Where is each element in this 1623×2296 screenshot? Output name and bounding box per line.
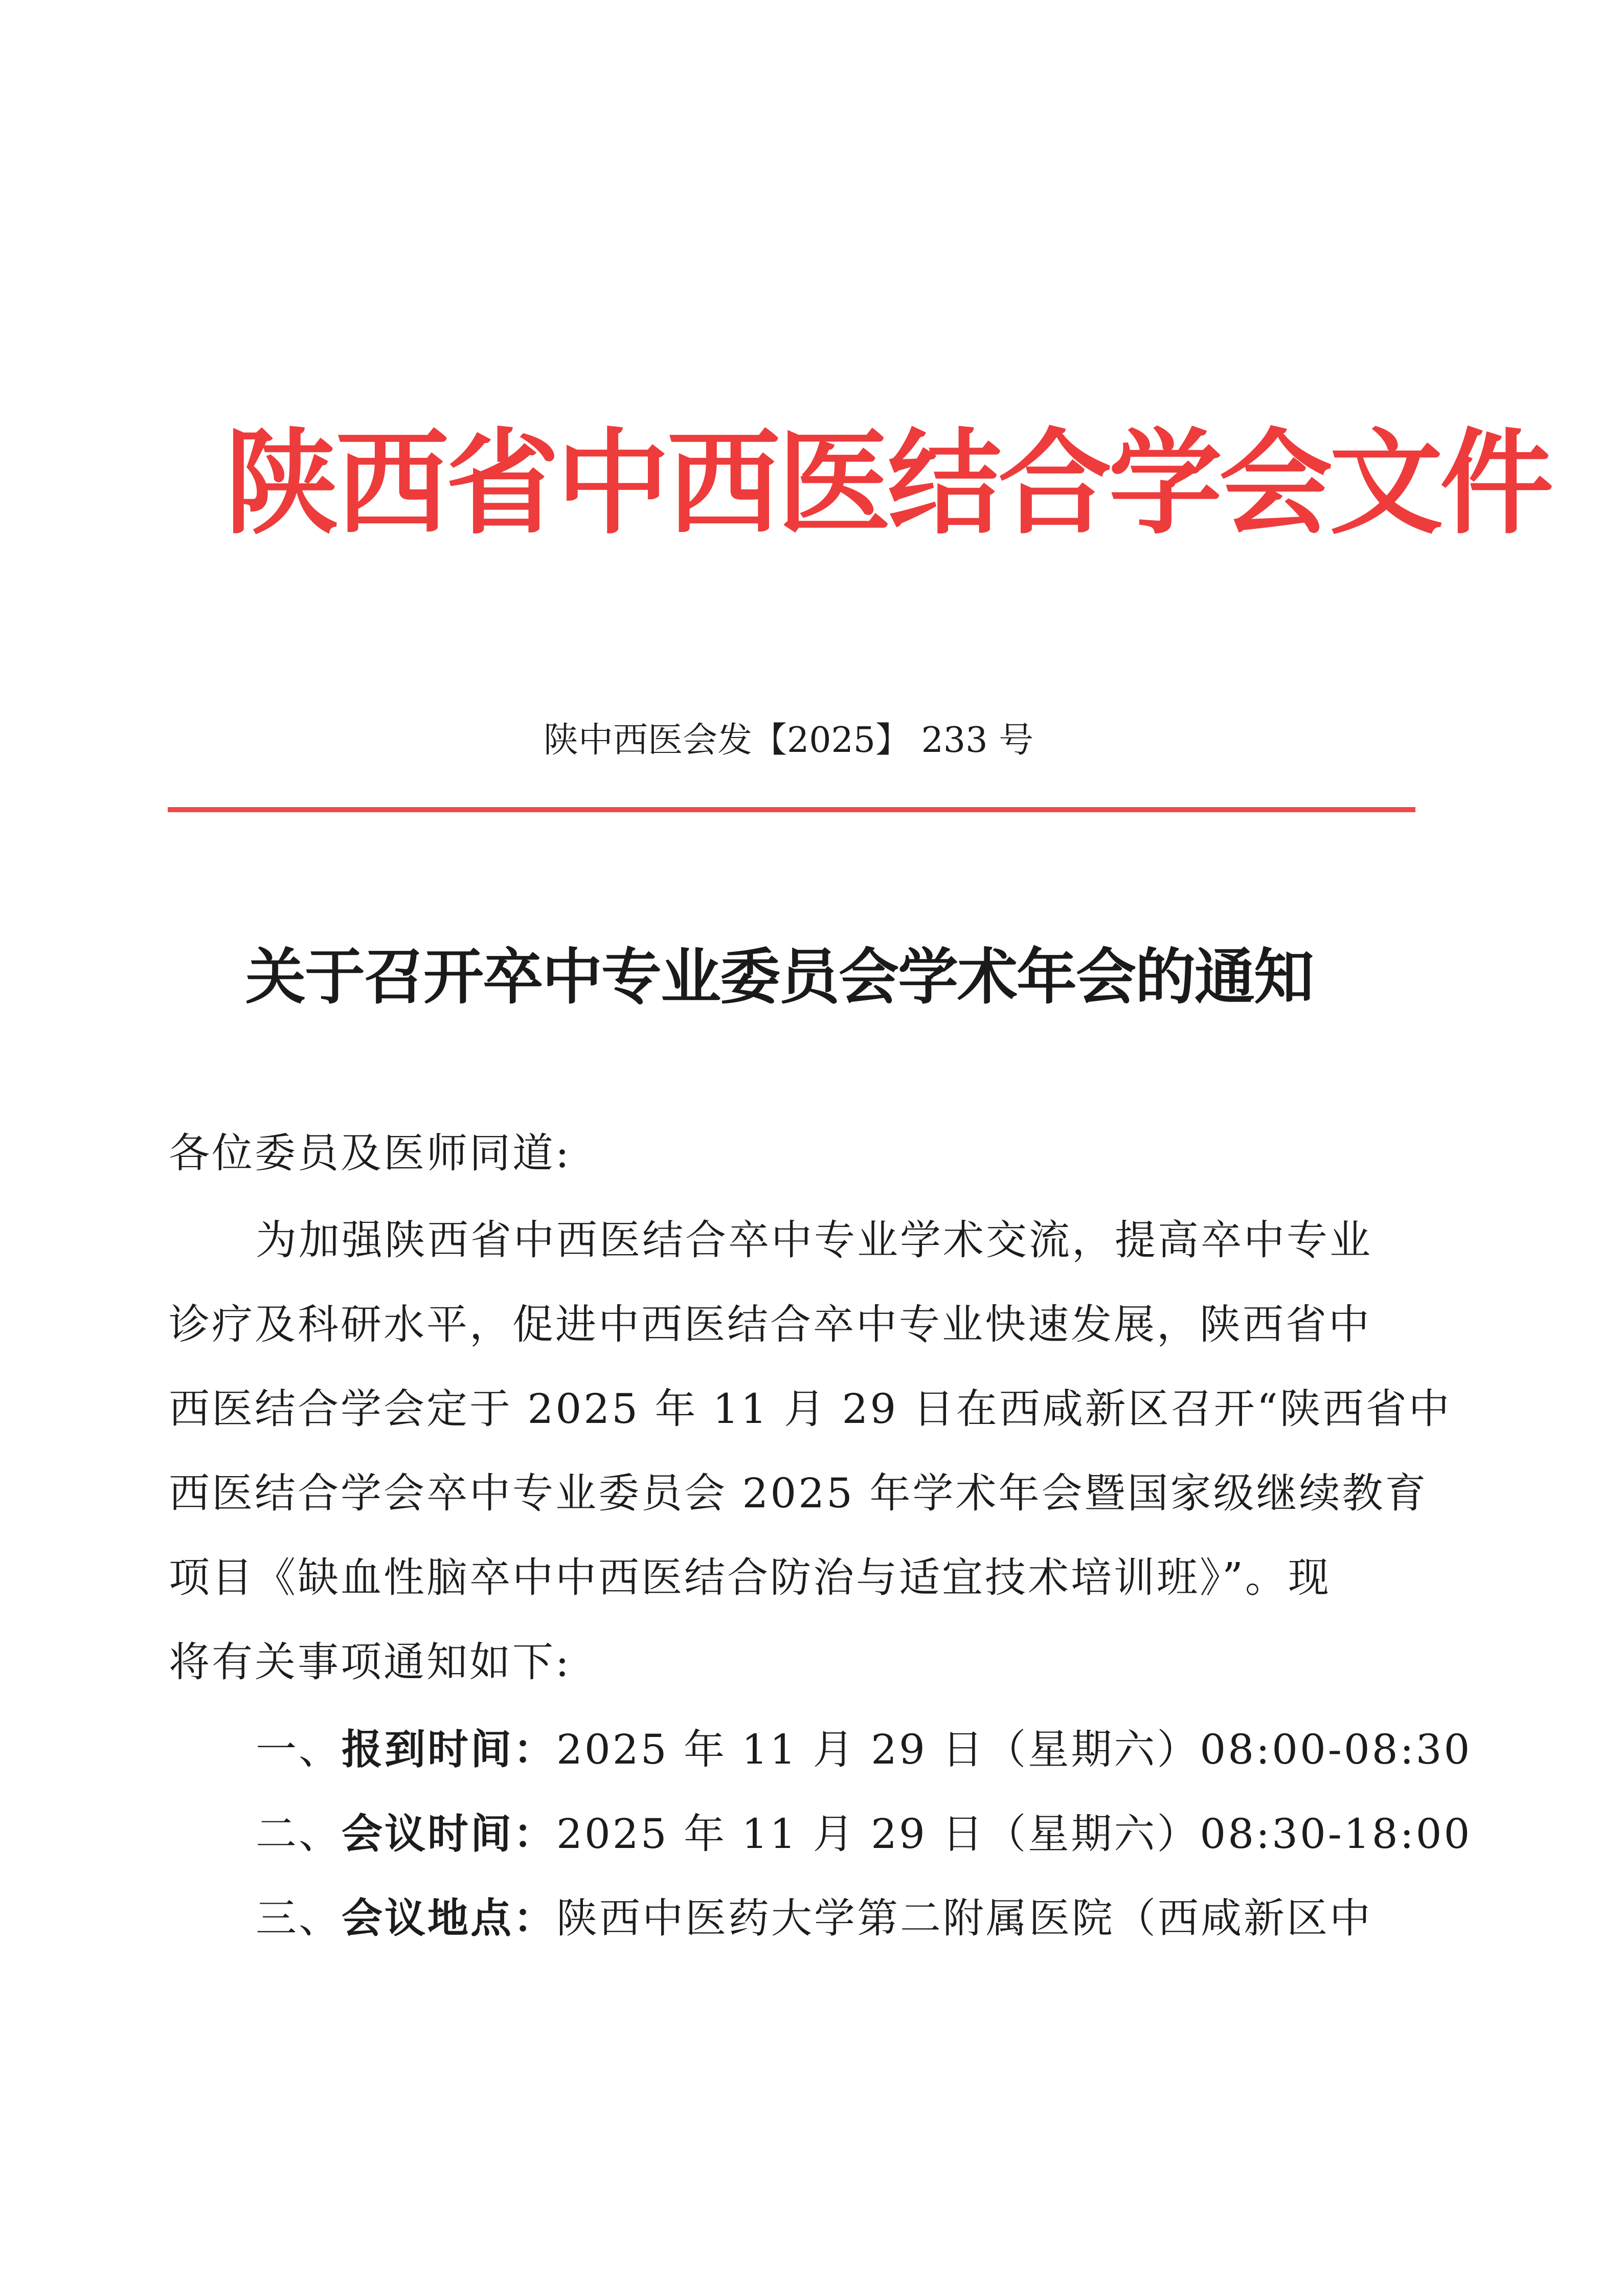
paragraph-line: 将有关事项通知如下: (169, 1638, 571, 1686)
item-value: 陕西中医药大学第二附属医院（西咸新区中 (556, 1894, 1372, 1942)
red-divider (168, 807, 1415, 812)
document-number: 陕中西医会发【2025】 233 号 (544, 720, 1034, 761)
item-number: 一、 (256, 1726, 342, 1773)
item-label: 会议时间： (342, 1810, 556, 1858)
paragraph-line: 诊疗及科研水平，促进中西医结合卒中专业快速发展，陕西省中 (169, 1301, 1371, 1348)
organization-header: 陕西省中西医结合学会文件 (225, 417, 1550, 550)
item-value: 2025 年 11 月 29 日（星期六）08:30-18:00 (556, 1810, 1472, 1858)
item-value: 2025 年 11 月 29 日（星期六）08:00-08:30 (556, 1726, 1472, 1773)
paragraph-line: 西医结合学会卒中专业委员会 2025 年学术年会暨国家级继续教育 (169, 1469, 1428, 1517)
item-checkin-time (256, 1721, 1472, 1778)
notice-title: 关于召开卒中专业委员会学术年会的通知 (245, 941, 1314, 1012)
paragraph-line: 为加强陕西省中西医结合卒中专业学术交流，提高卒中专业 (256, 1216, 1372, 1264)
item-meeting-location (256, 1890, 1416, 1947)
paragraph-line: 项目《缺血性脑卒中中西医结合防治与适宜技术培训班》”。现 (169, 1554, 1331, 1601)
paragraph-line: 西医结合学会定于 2025 年 11 月 29 日在西咸新区召开“陕西省中 (169, 1385, 1452, 1433)
item-number: 二、 (256, 1810, 342, 1858)
item-number: 三、 (256, 1894, 342, 1942)
item-label: 报到时间： (342, 1725, 556, 1773)
salutation: 各位委员及医师同道: (169, 1129, 571, 1177)
item-label: 会议地点： (342, 1894, 556, 1942)
item-meeting-time (256, 1805, 1472, 1862)
